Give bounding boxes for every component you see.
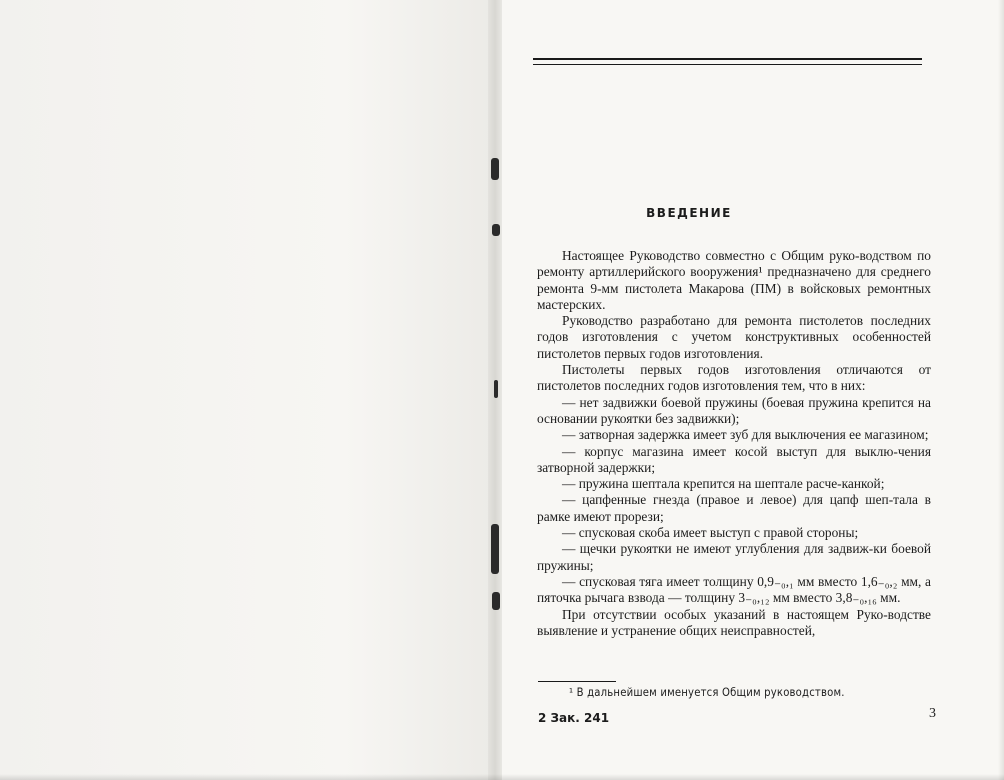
paragraph: Настоящее Руководство совместно с Общим руко-водством по ремонту артиллерийского вооружения¹ предназначено для среднего ремонта 9-мм пистолета Макарова (ПМ) в войсковых ремонтных мастерских. <box>537 248 931 312</box>
list-item: — нет задвижки боевой пружины (боевая пружина крепится на основании рукоятки без задвижки); <box>537 394 931 426</box>
list-item: — спусковая скоба имеет выступ с правой стороны; <box>562 525 859 541</box>
list-item: — спусковая тяга имеет толщину 0,9₋₀,₁ мм вместо 1,6₋₀,₂ мм, а пяточка рычага взвода — толщину 3₋₀,₁₂ мм вместо 3,8₋₀,₁₆ мм. <box>537 573 931 606</box>
list-item: — корпус магазина имеет косой выступ для выклю-чения затворной задержки; <box>537 443 931 475</box>
staple-mark <box>492 224 500 236</box>
staple-mark <box>494 380 498 398</box>
paragraph: Пистолеты первых годов изготовления отличаются от пистолетов последних годов изготовления тем, что в них: <box>537 362 931 394</box>
header-rule-thick <box>533 58 922 60</box>
printing-order-mark: 2 Зак. 241 <box>538 711 610 725</box>
body-text <box>537 248 931 639</box>
staple-mark <box>491 524 499 574</box>
list-item: — затворная задержка имеет зуб для выключения ее магазином; <box>562 427 929 443</box>
list-item: — пружина шептала крепится на шептале расче-канкой; <box>562 476 885 492</box>
footnote: ¹ В дальнейшем именуется Общим руководством. <box>569 686 845 699</box>
page-bottom-shadow <box>0 774 1004 780</box>
paragraph: Руководство разработано для ремонта пистолетов последних годов изготовления с учетом конструктивных особенностей пистолетов первых годов изготовления. <box>537 313 931 361</box>
page-title: ВВЕДЕНИЕ <box>646 206 732 220</box>
paragraph: При отсутствии особых указаний в настоящем Руко-водстве выявление и устранение общих неисправностей, <box>537 606 931 638</box>
list-item: — щечки рукоятки не имеют углубления для задвиж-ки боевой пружины; <box>537 541 931 573</box>
binding-gutter <box>488 0 502 780</box>
list-item: — цапфенные гнезда (правое и левое) для цапф шеп-тала в рамке имеют прорези; <box>537 492 931 524</box>
staple-mark <box>491 158 499 180</box>
page-edge-shadow <box>998 0 1004 780</box>
left-page-blank <box>0 0 492 780</box>
page-number: 3 <box>929 706 936 721</box>
staple-mark <box>492 592 500 610</box>
header-rule-thin <box>533 64 922 65</box>
footnote-divider <box>538 681 616 682</box>
